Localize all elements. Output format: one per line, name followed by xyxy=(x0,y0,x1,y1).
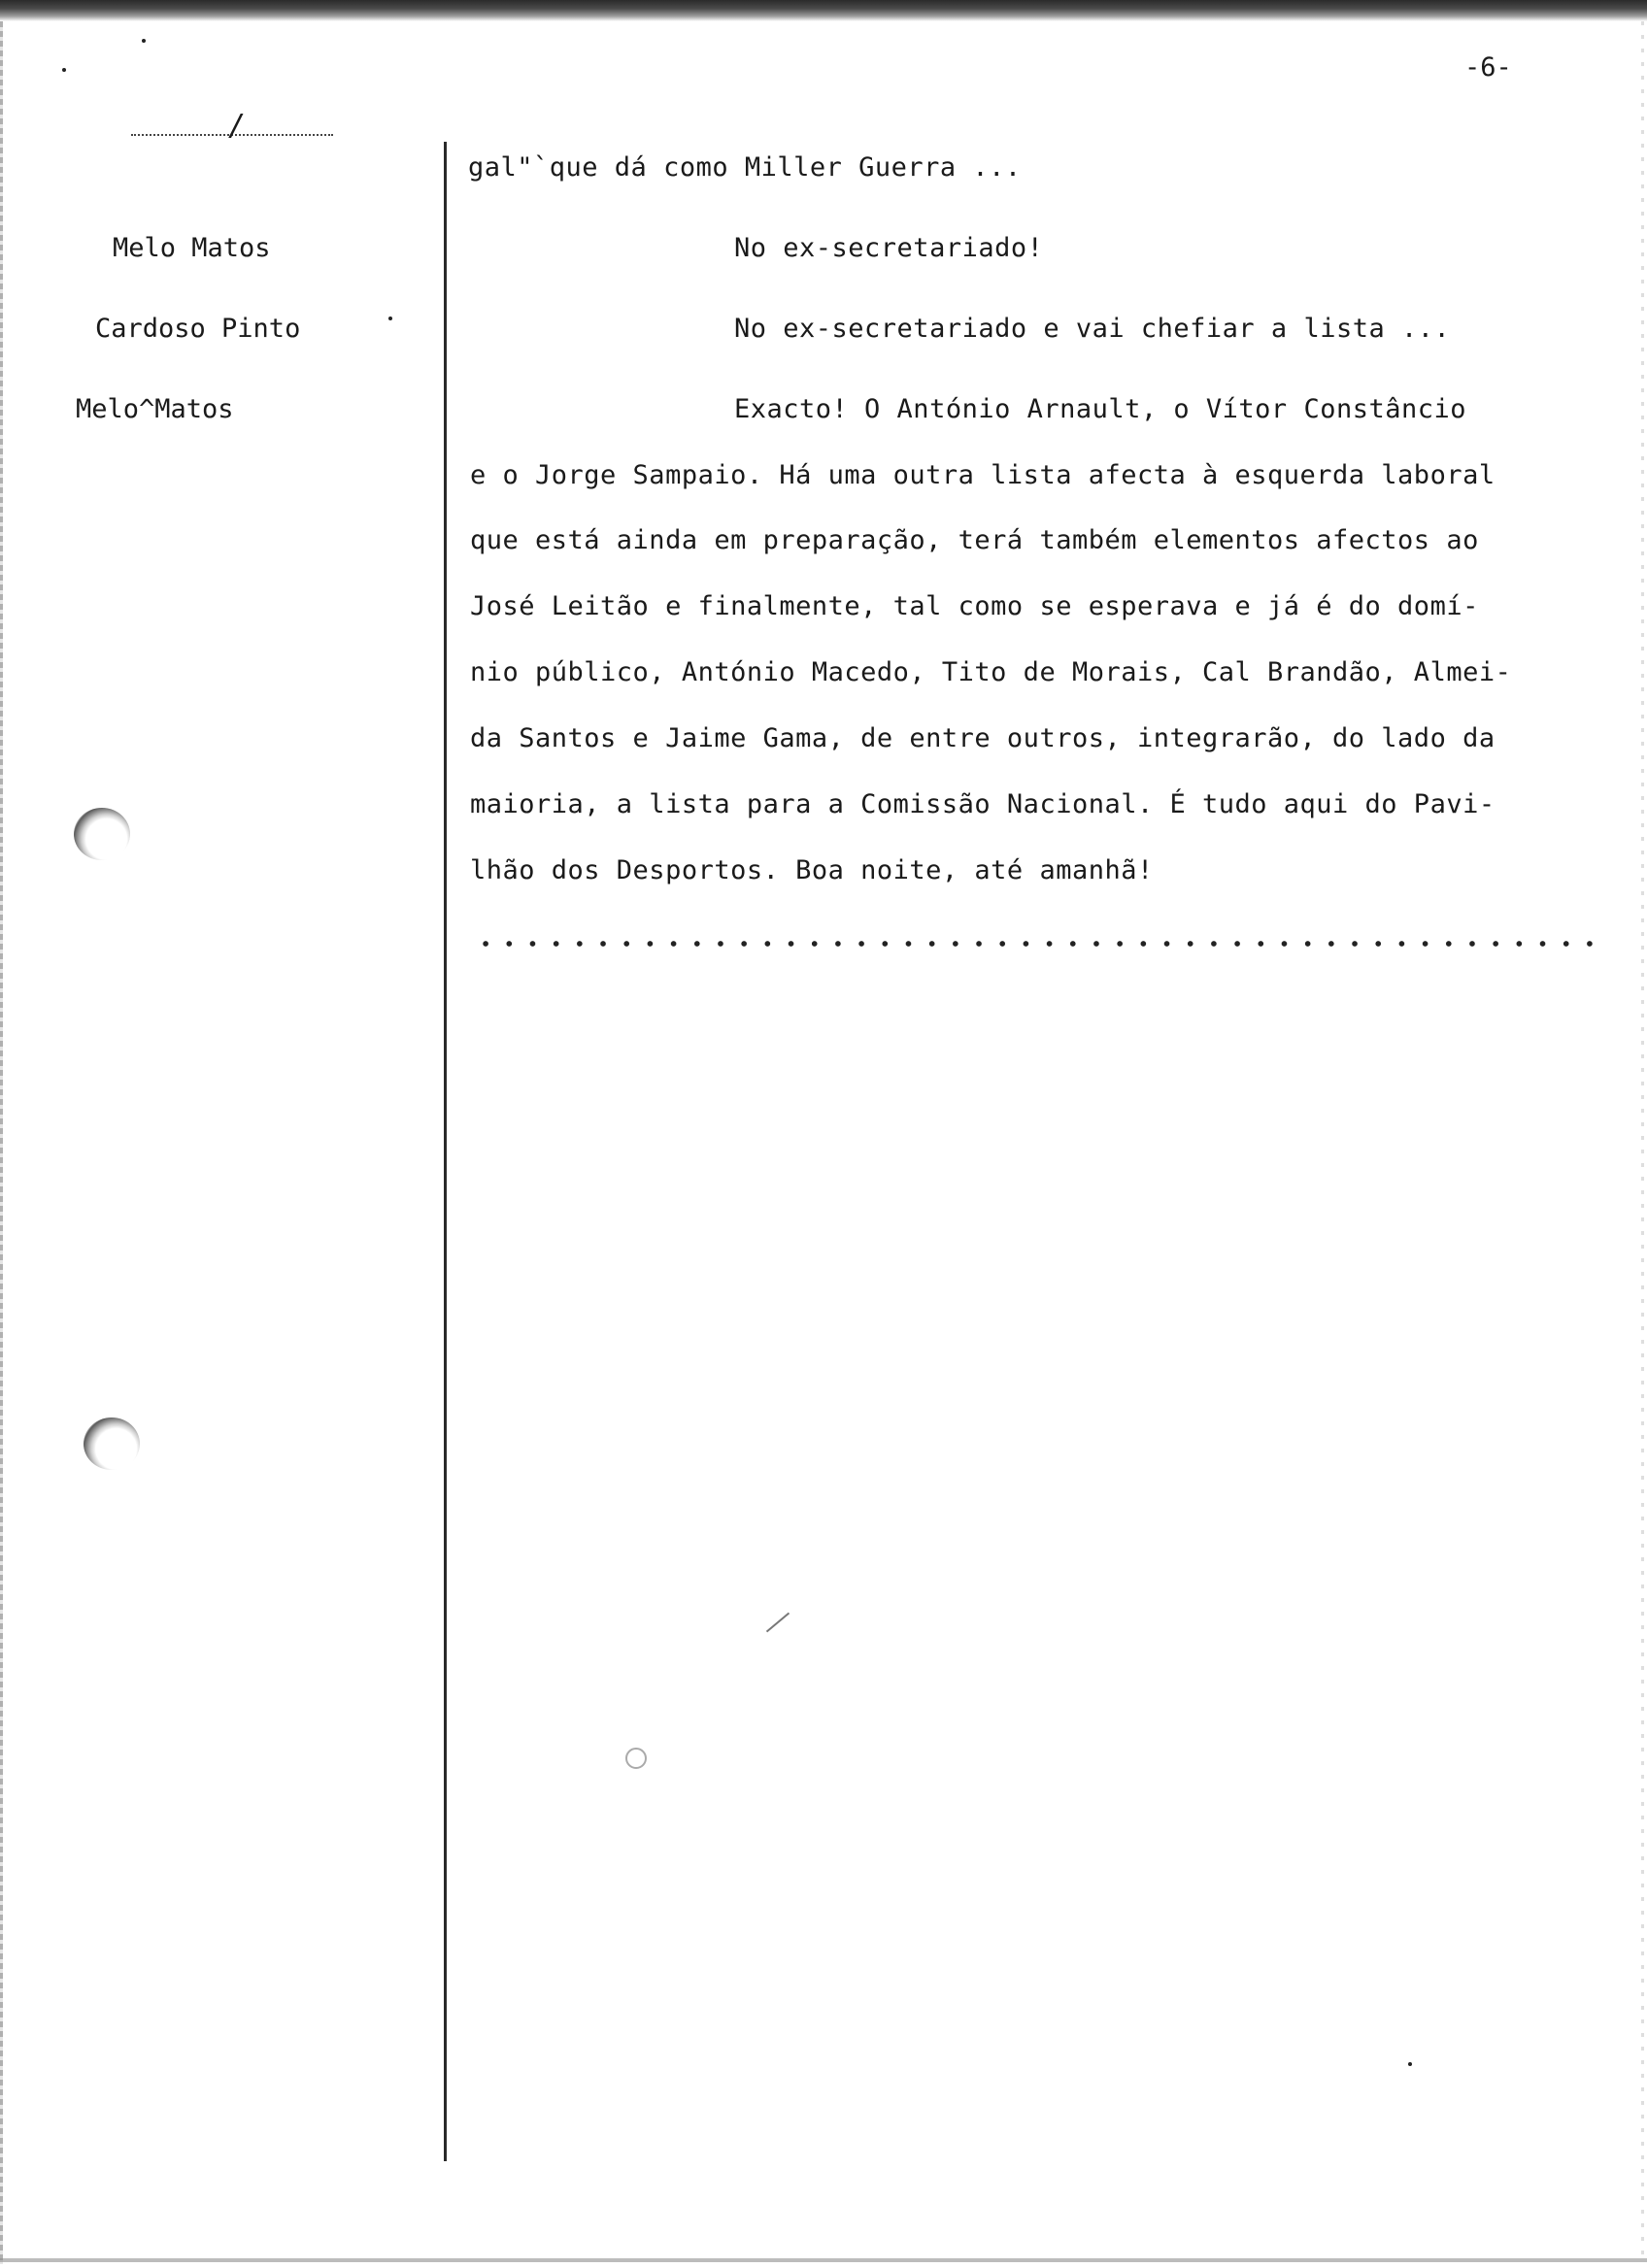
transcript-line: No ex-secretariado e vai chefiar a lista ... xyxy=(734,314,1451,344)
column-divider xyxy=(444,142,447,2161)
transcript-line: nio público, António Macedo, Tito de Morais, Cal Brandão, Almei- xyxy=(470,657,1512,687)
scan-mark xyxy=(625,1748,647,1769)
scan-top-border xyxy=(0,0,1647,21)
speaker-label: Melo Matos xyxy=(113,233,271,263)
scan-mark xyxy=(766,1613,790,1633)
speaker-label: Cardoso Pinto xyxy=(95,314,301,344)
scan-speck xyxy=(142,39,146,43)
scan-speck xyxy=(388,317,392,320)
scan-right-edge xyxy=(1641,21,1644,2254)
transcript-line: da Santos e Jaime Gama, de entre outros, integrarão, do lado da xyxy=(470,723,1496,753)
page-number: -6- xyxy=(1464,52,1512,83)
transcript-line: lhão dos Desportos. Boa noite, até amanhã! xyxy=(470,855,1154,885)
transcript-line: José Leitão e finalmente, tal como se esperava e já é do domí- xyxy=(470,591,1479,621)
scan-bottom-edge xyxy=(0,2258,1647,2262)
signature-line xyxy=(131,109,333,143)
transcript-line: No ex-secretariado! xyxy=(734,233,1044,263)
speaker-label: Melo^Matos xyxy=(76,394,234,424)
transcript-line: que está ainda em preparação, terá também elementos afectos ao xyxy=(470,525,1479,555)
punch-hole xyxy=(84,1418,140,1470)
scan-speck xyxy=(1408,2062,1412,2066)
transcript-line: Exacto! O António Arnault, o Vítor Constâncio xyxy=(734,394,1466,424)
transcript-line: e o Jorge Sampaio. Há uma outra lista afecta à esquerda laboral xyxy=(470,460,1496,490)
transcript-line: maioria, a lista para a Comissão Nacional. É tudo aqui do Pavi- xyxy=(470,789,1496,819)
scan-left-edge xyxy=(0,21,3,2264)
end-dotted-rule xyxy=(474,938,1608,950)
signature-slash: / xyxy=(228,109,247,143)
scan-speck xyxy=(62,68,66,72)
transcript-line: gal"`que dá como Miller Guerra ... xyxy=(468,152,1022,183)
punch-hole xyxy=(74,808,130,860)
